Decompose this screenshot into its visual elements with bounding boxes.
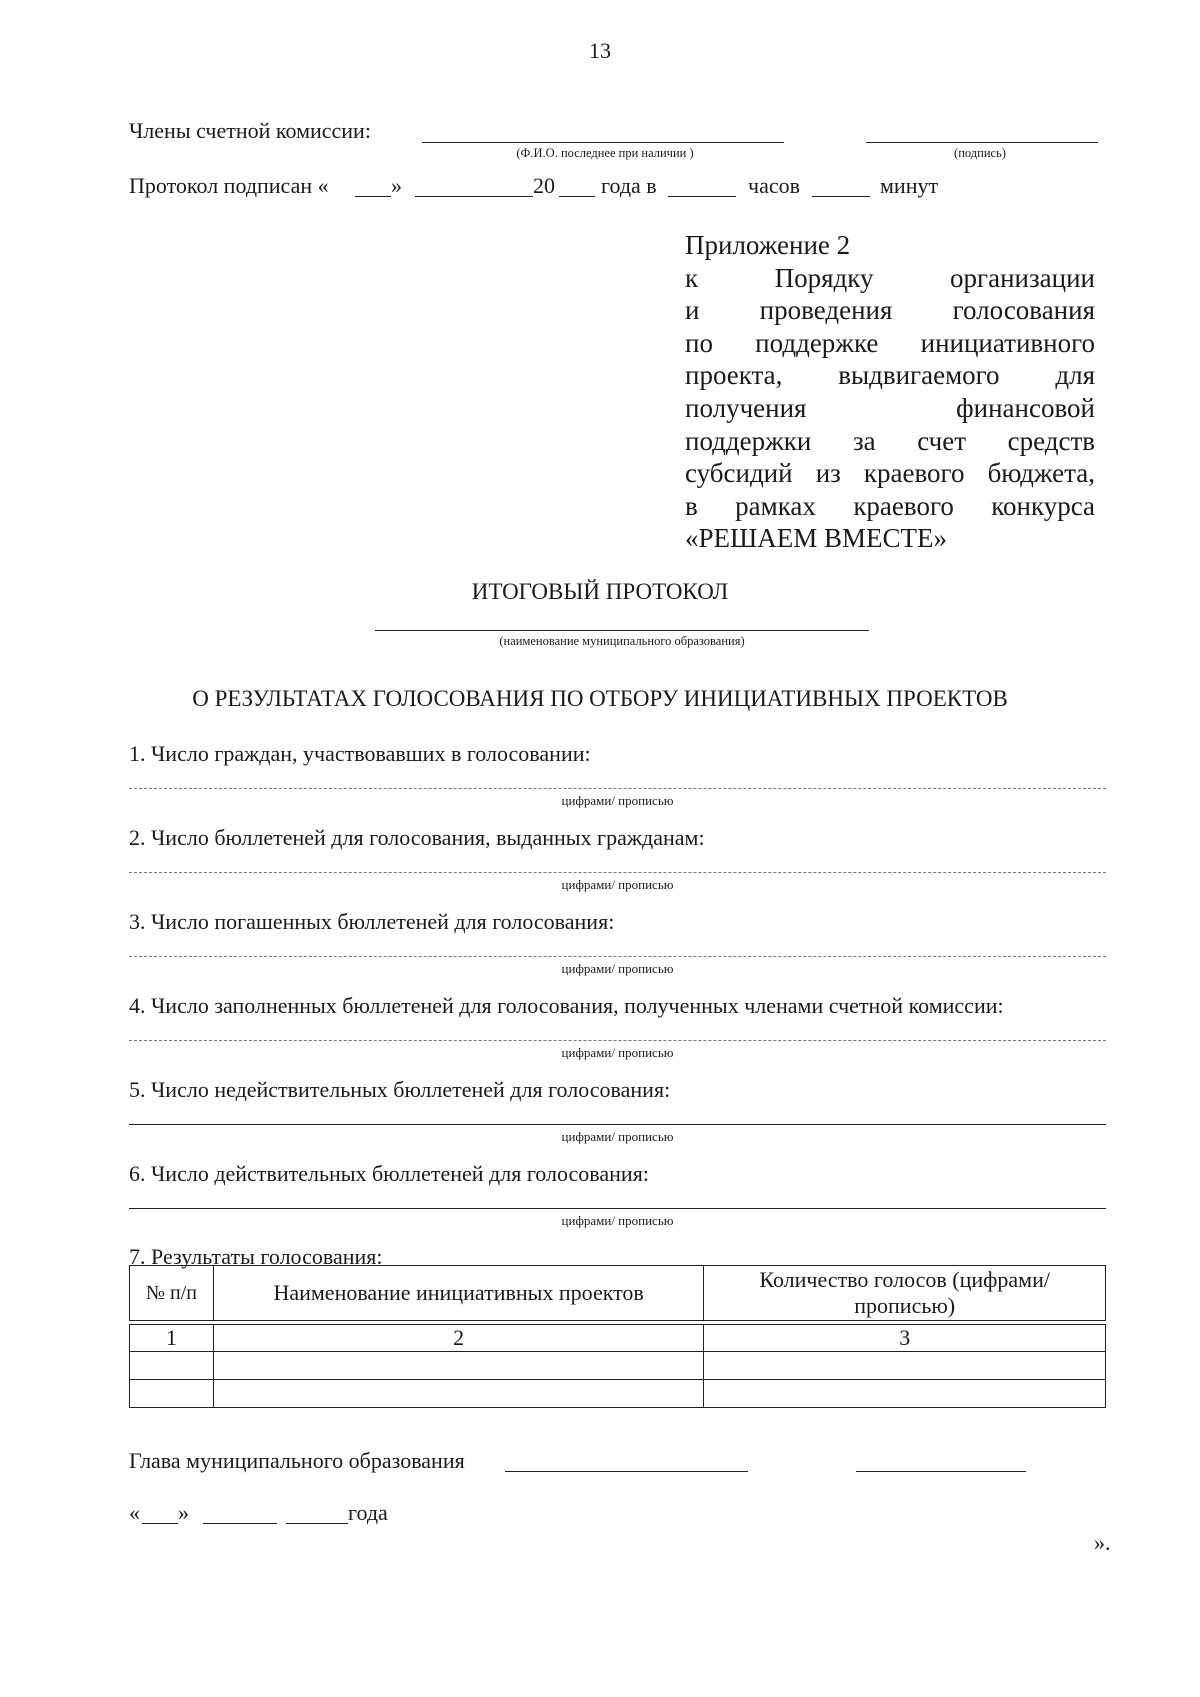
date-year-line[interactable]: [286, 1523, 348, 1524]
appendix-line: получения финансовой: [685, 392, 1095, 423]
date-year-word: года: [348, 1500, 388, 1525]
fio-line[interactable]: [422, 142, 784, 143]
signed-hours-line[interactable]: [668, 196, 736, 197]
header-votes: Количество голосов (цифрами/ прописью): [704, 1266, 1106, 1321]
appendix-line: Приложение 2: [685, 230, 851, 260]
item-3-label: 3. Число погашенных бюллетеней для голосования:: [129, 909, 615, 934]
header-project-name: Наименование инициативных проектов: [213, 1266, 703, 1321]
signed-hours-word: часов: [748, 173, 800, 198]
results-label: 7. Результаты голосования:: [129, 1244, 383, 1269]
cell-project-name[interactable]: [213, 1352, 703, 1380]
appendix-line: «РЕШАЕМ ВМЕСТЕ»: [685, 523, 947, 554]
table-number-row: [130, 1325, 1106, 1352]
date-month-line[interactable]: [203, 1523, 277, 1524]
signature-caption: (подпись): [954, 146, 1006, 160]
signed-year-word: года в: [601, 173, 657, 198]
item-3-caption: цифрами/ прописью: [561, 961, 674, 976]
signed-month-line[interactable]: [415, 196, 533, 197]
signed-quote-close: »: [391, 173, 402, 198]
table-row[interactable]: [130, 1352, 1106, 1380]
document-subtitle: О РЕЗУЛЬТАТАХ ГОЛОСОВАНИЯ ПО ОТБОРУ ИНИЦИАТИВНЫХ ПРОЕКТОВ: [192, 686, 1008, 711]
item-4-caption: цифрами/ прописью: [561, 1045, 674, 1060]
cell-number[interactable]: [130, 1380, 214, 1408]
item-2-caption: цифрами/ прописью: [561, 877, 674, 892]
municipality-caption: (наименование муниципального образования): [499, 634, 745, 648]
appendix-line: по поддержке инициативного: [685, 327, 1095, 358]
item-4-line[interactable]: [129, 1040, 1106, 1041]
item-1-line[interactable]: [129, 788, 1106, 789]
cell-votes[interactable]: [704, 1352, 1106, 1380]
cell-number[interactable]: [130, 1352, 214, 1380]
date-quote-close: »: [178, 1500, 189, 1525]
item-3-line[interactable]: [129, 956, 1106, 957]
cell-votes[interactable]: [704, 1380, 1106, 1408]
signature-line[interactable]: [866, 142, 1098, 143]
fio-caption: (Ф.И.О. последнее при наличии ): [516, 146, 694, 160]
head-signature-line[interactable]: [856, 1471, 1026, 1472]
item-2-label: 2. Число бюллетеней для голосования, выданных гражданам:: [129, 825, 705, 850]
item-4-label: 4. Число заполненных бюллетеней для голосования, полученных членами счетной комиссии:: [129, 993, 1004, 1018]
column-number-2: 2: [213, 1325, 703, 1352]
head-label: Глава муниципального образования: [129, 1448, 465, 1473]
closing-quote: ».: [1094, 1530, 1111, 1555]
item-6-label: 6. Число действительных бюллетеней для голосования:: [129, 1161, 649, 1186]
head-name-line[interactable]: [505, 1471, 748, 1472]
column-number-1: 1: [130, 1325, 214, 1352]
signed-minutes-line[interactable]: [812, 196, 870, 197]
municipality-line[interactable]: [375, 630, 869, 631]
signed-day-line[interactable]: [355, 196, 391, 197]
item-5-caption: цифрами/ прописью: [561, 1129, 674, 1144]
item-5-label: 5. Число недействительных бюллетеней для голосования:: [129, 1077, 671, 1102]
results-table: [129, 1265, 1106, 1408]
page-number: 13: [589, 38, 611, 63]
item-1-label: 1. Число граждан, участвовавших в голосовании:: [129, 741, 591, 766]
signed-minutes-word: минут: [880, 173, 939, 198]
table-header-row: [130, 1266, 1106, 1321]
signed-prefix: Протокол подписан «: [129, 173, 329, 198]
item-6-caption: цифрами/ прописью: [561, 1213, 674, 1228]
signed-year-line[interactable]: [559, 196, 595, 197]
appendix-block: [685, 229, 1095, 555]
item-6-line[interactable]: [129, 1208, 1106, 1209]
date-day-line[interactable]: [142, 1523, 178, 1524]
cell-project-name[interactable]: [213, 1380, 703, 1408]
appendix-line: поддержки за счет средств: [685, 425, 1095, 456]
item-5-line[interactable]: [129, 1124, 1106, 1125]
appendix-line: к Порядку организации: [685, 262, 1095, 293]
item-1-caption: цифрами/ прописью: [561, 793, 674, 808]
commission-label: Члены счетной комиссии:: [129, 118, 371, 143]
table-row[interactable]: [130, 1380, 1106, 1408]
appendix-line: субсидий из краевого бюджета,: [685, 458, 1095, 489]
appendix-line: проекта, выдвигаемого для: [685, 360, 1095, 391]
header-number: № п/п: [130, 1266, 214, 1321]
appendix-line: и проведения голосования: [685, 295, 1095, 326]
appendix-line: в рамках краевого конкурса: [685, 490, 1095, 521]
item-2-line[interactable]: [129, 872, 1106, 873]
column-number-3: 3: [704, 1325, 1106, 1352]
signed-century: 20: [533, 173, 555, 198]
date-quote-open: «: [129, 1500, 140, 1525]
document-title: ИТОГОВЫЙ ПРОТОКОЛ: [471, 579, 729, 604]
